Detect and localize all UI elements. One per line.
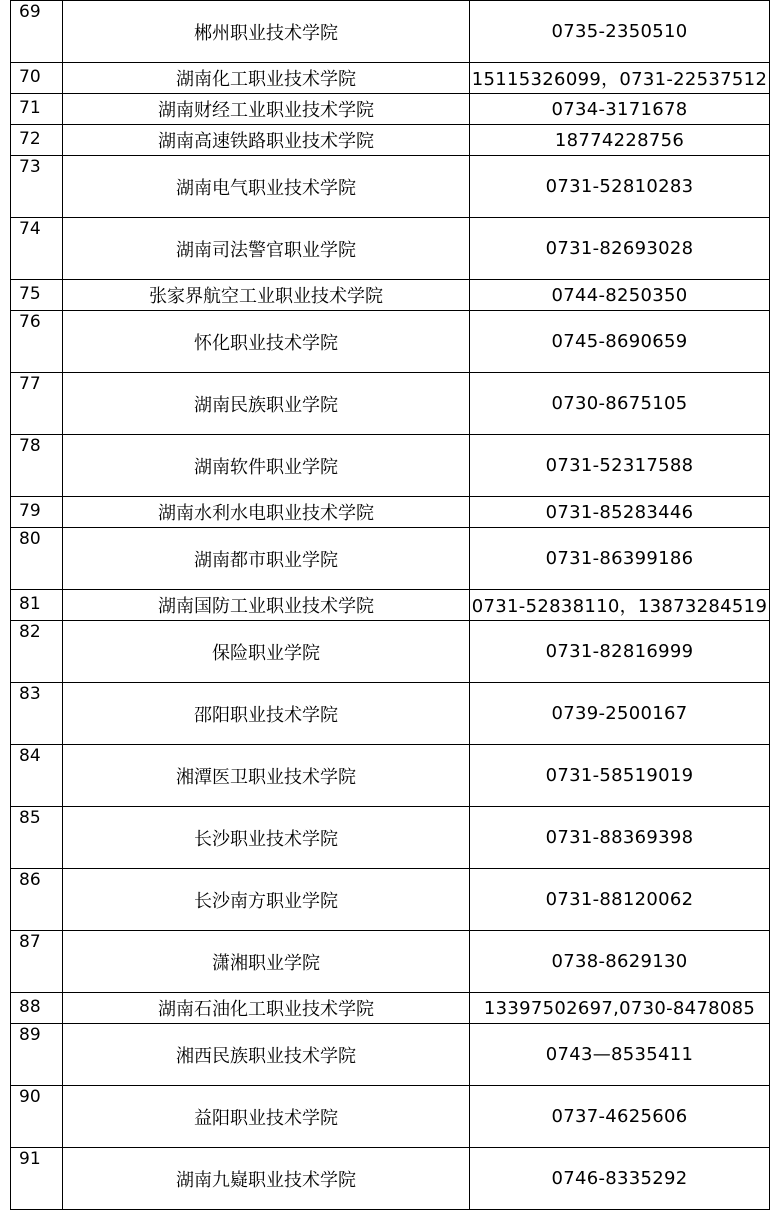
college-name-cell: 湖南司法警官职业学院 — [63, 218, 470, 280]
table-row — [11, 1, 770, 63]
phone-cell: 0731-52810283 — [470, 156, 770, 218]
phone-cell: 15115326099，0731-22537512 — [470, 63, 770, 94]
college-name-cell: 湖南化工职业技术学院 — [63, 63, 470, 94]
phone-cell: 0731-88369398 — [470, 807, 770, 869]
college-name-cell: 益阳职业技术学院 — [63, 1086, 470, 1148]
row-number-cell: 79 — [11, 497, 63, 528]
table-row — [11, 311, 770, 373]
college-name-cell: 湘西民族职业技术学院 — [63, 1024, 470, 1086]
table-row — [11, 993, 770, 1024]
row-number-cell: 74 — [11, 218, 63, 280]
college-name-cell: 保险职业学院 — [63, 621, 470, 683]
phone-cell: 0731-52317588 — [470, 435, 770, 497]
row-number-cell: 70 — [11, 63, 63, 94]
college-name-cell: 湖南国防工业职业技术学院 — [63, 590, 470, 621]
row-number-cell: 82 — [11, 621, 63, 683]
row-number-cell: 91 — [11, 1148, 63, 1210]
table-row — [11, 1086, 770, 1148]
table-row — [11, 94, 770, 125]
college-name-cell: 怀化职业技术学院 — [63, 311, 470, 373]
phone-cell: 0731-58519019 — [470, 745, 770, 807]
table-row — [11, 156, 770, 218]
phone-cell: 0734-3171678 — [470, 94, 770, 125]
row-number-cell: 84 — [11, 745, 63, 807]
phone-cell: 0731-85283446 — [470, 497, 770, 528]
table-row — [11, 125, 770, 156]
table-row — [11, 528, 770, 590]
college-name-cell: 张家界航空工业职业技术学院 — [63, 280, 470, 311]
table-row — [11, 1024, 770, 1086]
table-row — [11, 218, 770, 280]
table-row — [11, 497, 770, 528]
row-number-cell: 88 — [11, 993, 63, 1024]
table-row — [11, 63, 770, 94]
college-name-cell: 湖南九嶷职业技术学院 — [63, 1148, 470, 1210]
table-row — [11, 745, 770, 807]
row-number-cell: 71 — [11, 94, 63, 125]
college-contact-table — [10, 0, 770, 1210]
phone-cell: 0739-2500167 — [470, 683, 770, 745]
phone-cell: 0731-82693028 — [470, 218, 770, 280]
phone-cell: 0731-82816999 — [470, 621, 770, 683]
college-name-cell: 郴州职业技术学院 — [63, 1, 470, 63]
row-number-cell: 85 — [11, 807, 63, 869]
college-name-cell: 湖南石油化工职业技术学院 — [63, 993, 470, 1024]
row-number-cell: 83 — [11, 683, 63, 745]
college-name-cell: 湖南财经工业职业技术学院 — [63, 94, 470, 125]
college-name-cell: 湖南水利水电职业技术学院 — [63, 497, 470, 528]
row-number-cell: 87 — [11, 931, 63, 993]
table-row — [11, 683, 770, 745]
college-name-cell: 湖南高速铁路职业技术学院 — [63, 125, 470, 156]
college-name-cell: 湖南民族职业学院 — [63, 373, 470, 435]
row-number-cell: 89 — [11, 1024, 63, 1086]
table-row — [11, 280, 770, 311]
phone-cell: 0744-8250350 — [470, 280, 770, 311]
table-body — [11, 1, 770, 1210]
phone-cell: 0735-2350510 — [470, 1, 770, 63]
row-number-cell: 80 — [11, 528, 63, 590]
college-name-cell: 湖南都市职业学院 — [63, 528, 470, 590]
row-number-cell: 75 — [11, 280, 63, 311]
table-row — [11, 435, 770, 497]
row-number-cell: 78 — [11, 435, 63, 497]
row-number-cell: 90 — [11, 1086, 63, 1148]
phone-cell: 0743—8535411 — [470, 1024, 770, 1086]
phone-cell: 0737-4625606 — [470, 1086, 770, 1148]
phone-cell: 13397502697,0730-8478085 — [470, 993, 770, 1024]
phone-cell: 0731-86399186 — [470, 528, 770, 590]
table-row — [11, 590, 770, 621]
college-name-cell: 湖南电气职业技术学院 — [63, 156, 470, 218]
college-name-cell: 湖南软件职业学院 — [63, 435, 470, 497]
row-number-cell: 86 — [11, 869, 63, 931]
college-name-cell: 湘潭医卫职业技术学院 — [63, 745, 470, 807]
table-row — [11, 869, 770, 931]
row-number-cell: 73 — [11, 156, 63, 218]
college-name-cell: 长沙南方职业学院 — [63, 869, 470, 931]
phone-cell: 0746-8335292 — [470, 1148, 770, 1210]
college-name-cell: 长沙职业技术学院 — [63, 807, 470, 869]
row-number-cell: 69 — [11, 1, 63, 63]
phone-cell: 0730-8675105 — [470, 373, 770, 435]
phone-cell: 0731-52838110，13873284519 — [470, 590, 770, 621]
college-name-cell: 潇湘职业学院 — [63, 931, 470, 993]
row-number-cell: 81 — [11, 590, 63, 621]
phone-cell: 0738-8629130 — [470, 931, 770, 993]
college-name-cell: 邵阳职业技术学院 — [63, 683, 470, 745]
table-row — [11, 931, 770, 993]
table-row — [11, 373, 770, 435]
phone-cell: 18774228756 — [470, 125, 770, 156]
row-number-cell: 76 — [11, 311, 63, 373]
table-row — [11, 621, 770, 683]
phone-cell: 0745-8690659 — [470, 311, 770, 373]
row-number-cell: 77 — [11, 373, 63, 435]
phone-cell: 0731-88120062 — [470, 869, 770, 931]
table-row — [11, 807, 770, 869]
table-row — [11, 1148, 770, 1210]
row-number-cell: 72 — [11, 125, 63, 156]
